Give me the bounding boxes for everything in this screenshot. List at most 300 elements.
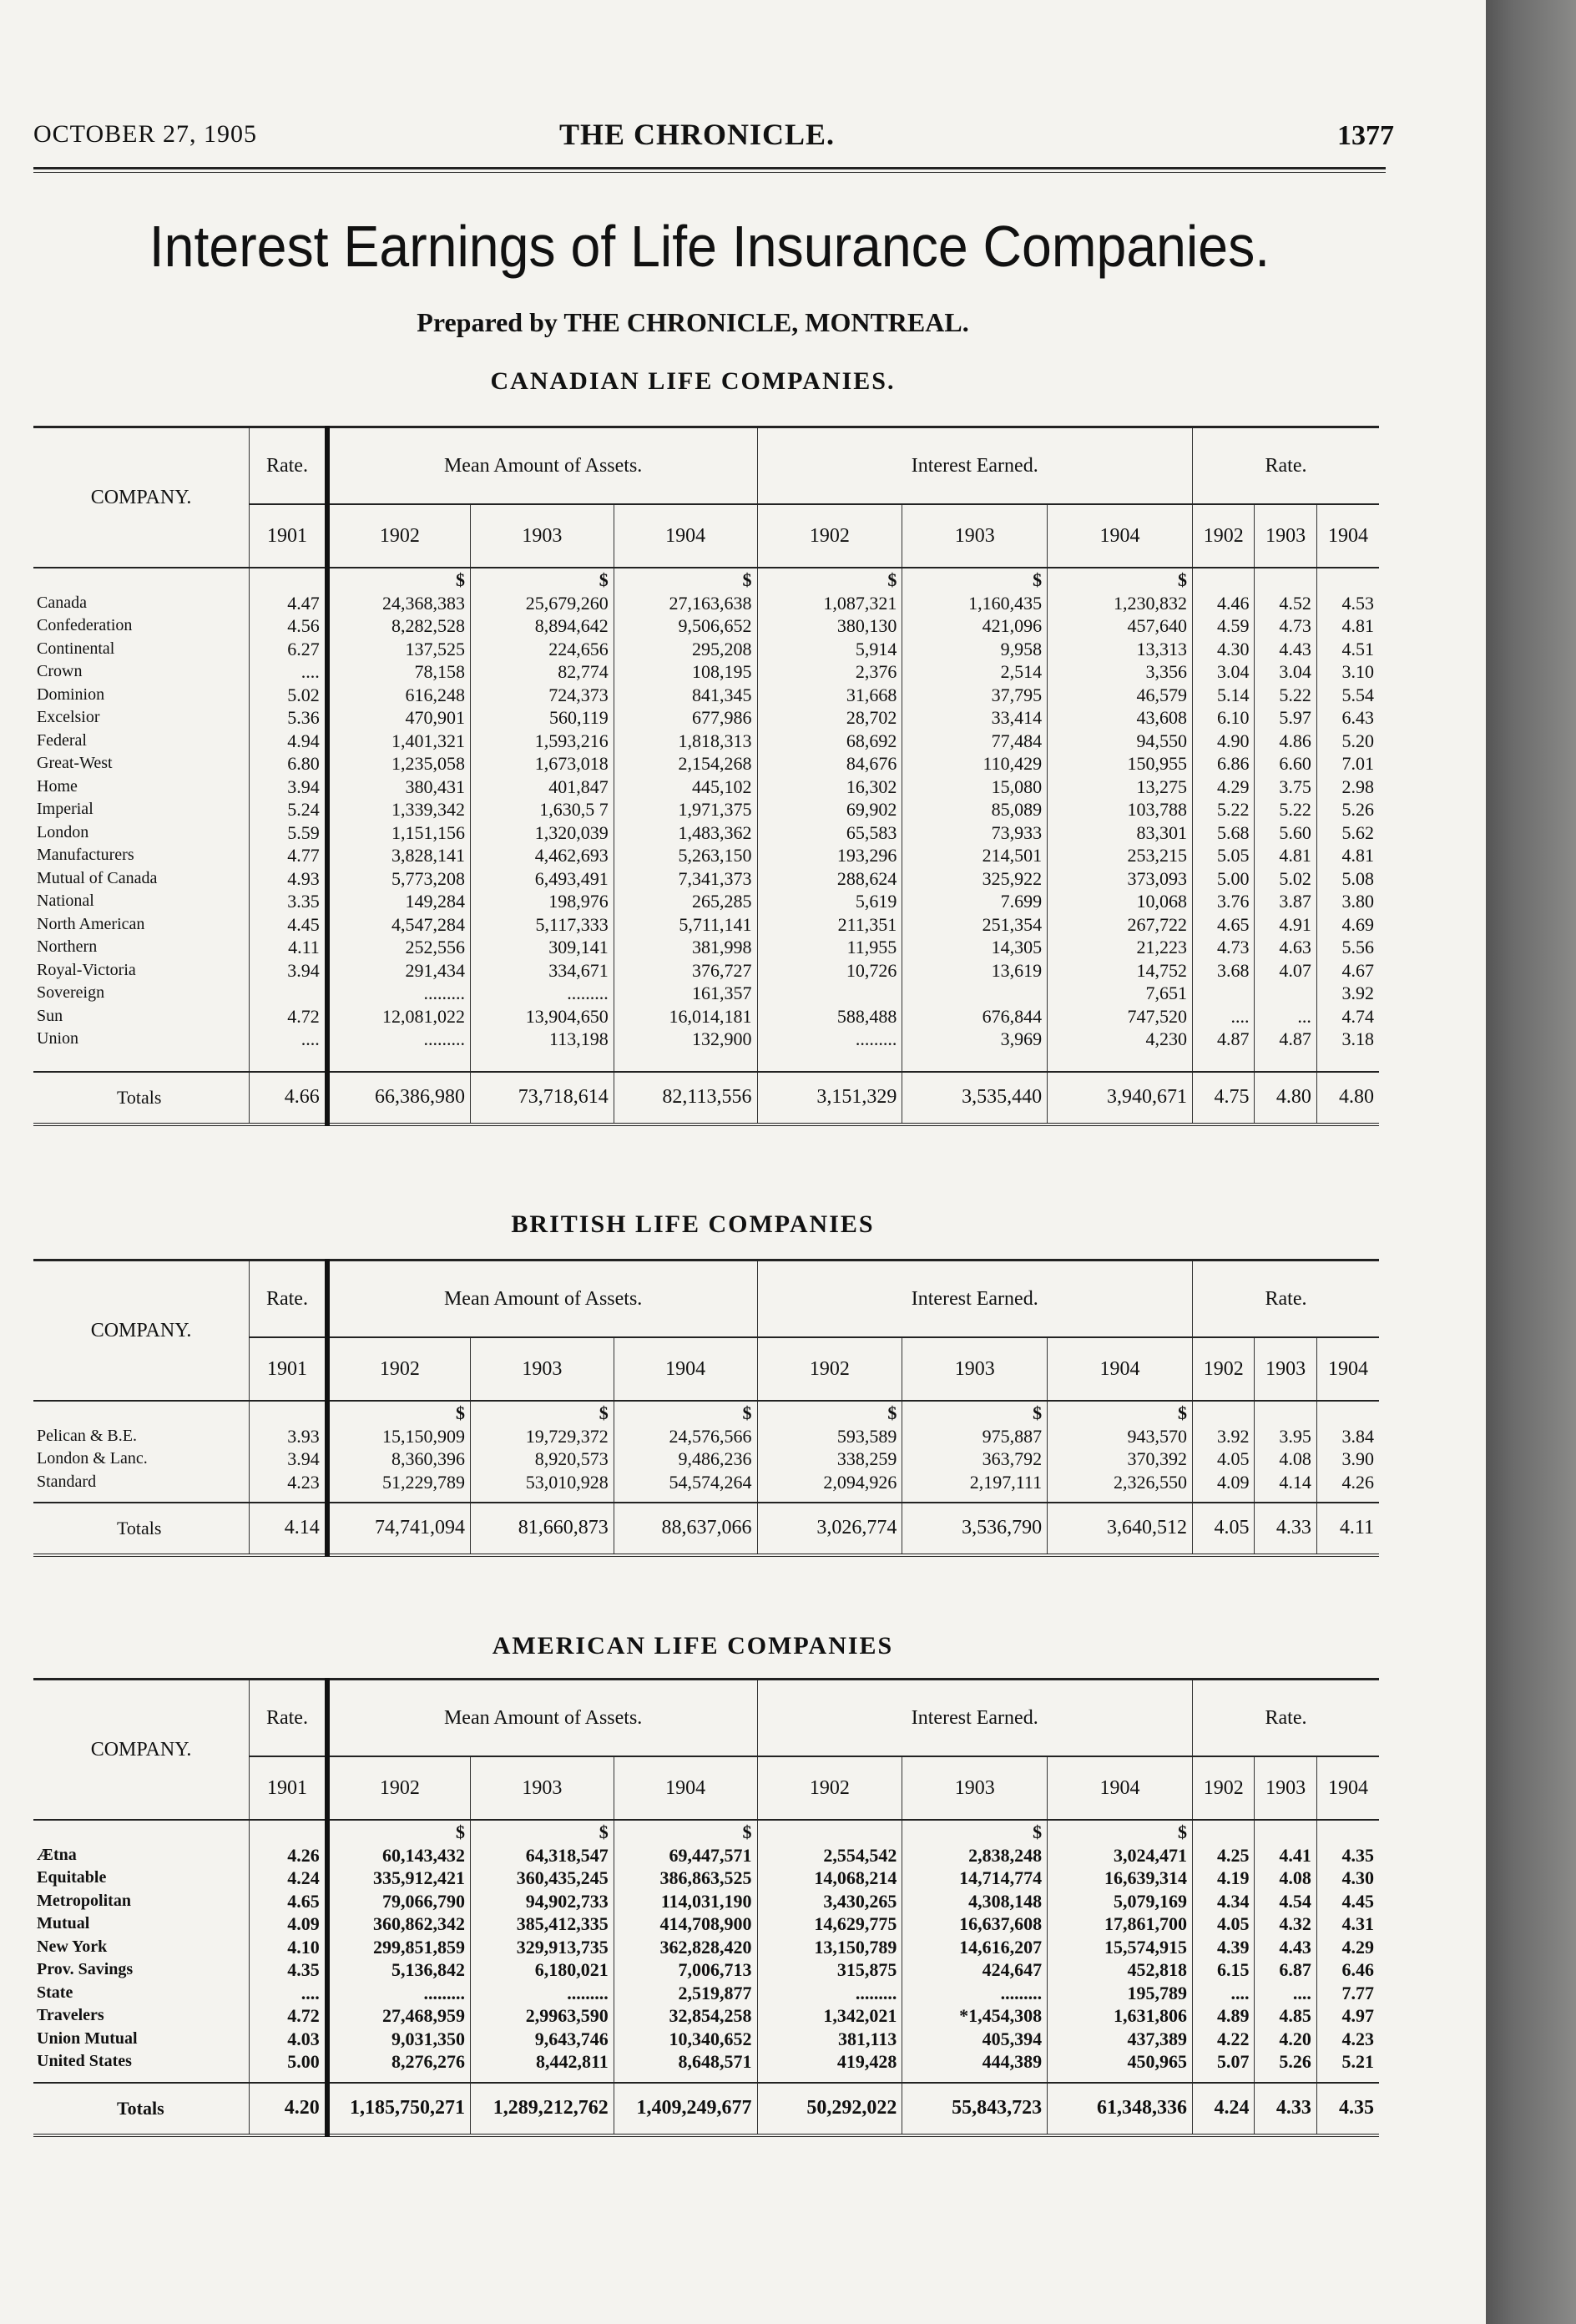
cell-rate1901: 4.03 [250, 2028, 327, 2051]
cell-ie1904: 370,392 [1048, 1447, 1193, 1471]
interest-1904-header: 1904 [1048, 504, 1193, 568]
canadian-companies-table [33, 426, 1379, 1126]
cell-ie1903: 77,484 [902, 730, 1048, 753]
total-r1902: 4.05 [1192, 1503, 1254, 1555]
table-row [33, 592, 1379, 615]
cell-ie1903: 251,354 [902, 913, 1048, 937]
table-row [33, 936, 1379, 959]
cell-r1904: 3.92 [1316, 982, 1379, 1005]
cell-ma1904: 2,519,877 [614, 1982, 757, 2005]
totals-row [33, 1503, 1379, 1555]
spacer-cell [1316, 568, 1379, 592]
cell-r1902: 4.22 [1192, 2028, 1254, 2051]
cell-ie1904: 43,608 [1048, 706, 1193, 730]
assets-1904-header: 1904 [614, 504, 757, 568]
cell-r1904: 3.84 [1316, 1425, 1379, 1448]
cell-ie1903: 3,969 [902, 1028, 1048, 1051]
cell-ma1902: 1,151,156 [327, 821, 471, 845]
spacer-cell [1316, 1401, 1379, 1425]
cell-rate1901: 4.24 [250, 1867, 327, 1890]
cell-r1904: 4.29 [1316, 1936, 1379, 1959]
spacer-cell [1048, 1051, 1193, 1072]
cell-r1904: 4.26 [1316, 1471, 1379, 1494]
table-row [33, 890, 1379, 913]
cell-ie1902: 211,351 [757, 913, 902, 937]
rate-1902-header: 1902 [1192, 1337, 1254, 1401]
cell-r1902: 3.92 [1192, 1425, 1254, 1448]
cell-ie1903: 2,514 [902, 660, 1048, 684]
table-row [33, 821, 1379, 845]
cell-rate1901: .... [250, 1982, 327, 2005]
cell-ie1903: 363,792 [902, 1447, 1048, 1471]
total-r1904: 4.80 [1316, 1072, 1379, 1124]
total-r1902: 4.75 [1192, 1072, 1254, 1124]
spacer-cell [1255, 2074, 1316, 2083]
cell-rate1901: 5.59 [250, 821, 327, 845]
cell-r1902: 6.15 [1192, 1958, 1254, 1982]
cell-ie1904: 10,068 [1048, 890, 1193, 913]
dollar-sign: $ [902, 568, 1048, 592]
cell-ma1903: 19,729,372 [471, 1425, 614, 1448]
total-ma1902: 66,386,980 [327, 1072, 471, 1124]
spacer-cell [327, 1051, 471, 1072]
total-ma1902: 1,185,750,271 [327, 2083, 471, 2135]
cell-r1903: 6.87 [1255, 1958, 1316, 1982]
rate-1904-header: 1904 [1316, 1337, 1379, 1401]
cell-rate1901: 4.23 [250, 1471, 327, 1494]
spacer-cell [757, 1820, 902, 1844]
total-ie1903: 55,843,723 [902, 2083, 1048, 2135]
total-rate1901: 4.20 [250, 2083, 327, 2135]
cell-ma1902: 360,862,342 [327, 1912, 471, 1936]
cell-r1904: 3.10 [1316, 660, 1379, 684]
cell-ie1904: 13,313 [1048, 638, 1193, 661]
total-ma1903: 81,660,873 [471, 1503, 614, 1555]
cell-ma1904: 2,154,268 [614, 752, 757, 776]
cell-r1902: 6.10 [1192, 706, 1254, 730]
rate-header: Rate. [1192, 427, 1379, 505]
table-row [33, 706, 1379, 730]
cell-ma1904: 1,483,362 [614, 821, 757, 845]
cell-ie1903: 4,308,148 [902, 1890, 1048, 1913]
cell-ie1903: 405,394 [902, 2028, 1048, 2051]
spacer-cell [33, 1493, 250, 1503]
year-1901-header: 1901 [250, 1756, 327, 1820]
american-section-title: AMERICAN LIFE COMPANIES [492, 1632, 894, 1660]
cell-ie1904: 450,965 [1048, 2050, 1193, 2074]
cell-ma1902: 12,081,022 [327, 1005, 471, 1028]
company-name: Confederation [37, 616, 133, 634]
spacer-cell [902, 1051, 1048, 1072]
total-r1903: 4.33 [1255, 1503, 1316, 1555]
spacer-cell [250, 1401, 327, 1425]
cell-ie1904: 267,722 [1048, 913, 1193, 937]
table-row [33, 660, 1379, 684]
cell-r1902: 4.46 [1192, 592, 1254, 615]
cell-r1902: 4.25 [1192, 1844, 1254, 1867]
cell-r1902: 4.05 [1192, 1912, 1254, 1936]
company-name: Royal-Victoria [37, 960, 136, 979]
cell-r1903: 3.95 [1255, 1425, 1316, 1448]
cell-ie1902: 5,619 [757, 890, 902, 913]
cell-r1904: 3.18 [1316, 1028, 1379, 1051]
cell-r1903: 4.91 [1255, 913, 1316, 937]
cell-ie1904: 150,955 [1048, 752, 1193, 776]
assets-1904-header: 1904 [614, 1337, 757, 1401]
totals-label: Totals [33, 1072, 250, 1124]
spacer-cell [902, 2074, 1048, 2083]
cell-r1903: 4.81 [1255, 844, 1316, 867]
cell-r1904: 4.69 [1316, 913, 1379, 937]
cell-ie1904: 2,326,550 [1048, 1471, 1193, 1494]
cell-r1903: 4.52 [1255, 592, 1316, 615]
dollar-sign: $ [327, 1401, 471, 1425]
article-subtitle: Prepared by THE CHRONICLE, MONTREAL. [417, 307, 969, 337]
spacer-cell [1255, 1820, 1316, 1844]
cell-r1904: 5.54 [1316, 684, 1379, 707]
cell-ie1903: 421,096 [902, 614, 1048, 638]
interest-1902-header: 1902 [757, 504, 902, 568]
company-column-header: COMPANY. [33, 1680, 250, 1821]
spacer-cell [1255, 1493, 1316, 1503]
cell-rate1901: .... [250, 1028, 327, 1051]
running-head [33, 117, 1394, 160]
spacer-cell [250, 1820, 327, 1844]
american-table-body [33, 1820, 1379, 2135]
cell-ma1902: 15,150,909 [327, 1425, 471, 1448]
cell-ie1902: 593,589 [757, 1425, 902, 1448]
table-row [33, 798, 1379, 821]
cell-ie1904: 94,550 [1048, 730, 1193, 753]
cell-ie1904: 17,861,700 [1048, 1912, 1193, 1936]
totals-row [33, 1072, 1379, 1124]
dollar-sign: $ [614, 568, 757, 592]
spacer-cell [757, 1493, 902, 1503]
cell-ma1902: 3,828,141 [327, 844, 471, 867]
interest-1903-header: 1903 [902, 1756, 1048, 1820]
company-name: Crown [37, 662, 83, 680]
cell-ie1903: 1,160,435 [902, 592, 1048, 615]
spacer-cell [471, 2074, 614, 2083]
dollar-sign: $ [471, 1820, 614, 1844]
cell-rate1901: 5.02 [250, 684, 327, 707]
cell-ma1902: 79,066,790 [327, 1890, 471, 1913]
cell-ie1904: 13,275 [1048, 776, 1193, 799]
cell-ma1902: ......... [327, 982, 471, 1005]
cell-r1903: 3.75 [1255, 776, 1316, 799]
cell-rate1901: 4.26 [250, 1844, 327, 1867]
rate-1904-header: 1904 [1316, 504, 1379, 568]
cell-r1902: 6.86 [1192, 752, 1254, 776]
cell-ma1904: 161,357 [614, 982, 757, 1005]
total-ie1903: 3,536,790 [902, 1503, 1048, 1555]
company-name: New York [37, 1937, 108, 1956]
assets-1902-header: 1902 [327, 1337, 471, 1401]
cell-ma1903: 8,920,573 [471, 1447, 614, 1471]
cell-r1903: 5.60 [1255, 821, 1316, 845]
dollar-sign: $ [902, 1820, 1048, 1844]
rate-header: Rate. [1192, 1261, 1379, 1338]
cell-ie1902: 13,150,789 [757, 1936, 902, 1959]
spacer-cell [1316, 1051, 1379, 1072]
company-name: United States [37, 2052, 132, 2070]
cell-ie1902: 288,624 [757, 867, 902, 891]
cell-r1904: 4.31 [1316, 1912, 1379, 1936]
rate-1901-header: Rate. [250, 1261, 327, 1338]
cell-ma1903: 5,117,333 [471, 913, 614, 937]
cell-ma1902: ......... [327, 1982, 471, 2005]
spacer-cell [757, 2074, 902, 2083]
cell-r1903: 4.14 [1255, 1471, 1316, 1494]
cell-ma1904: 27,163,638 [614, 592, 757, 615]
total-ma1904: 1,409,249,677 [614, 2083, 757, 2135]
cell-ie1902: 14,068,214 [757, 1867, 902, 1890]
cell-ma1903: 560,119 [471, 706, 614, 730]
cell-r1902: 4.05 [1192, 1447, 1254, 1471]
cell-ma1904: 445,102 [614, 776, 757, 799]
table-row [33, 1425, 1379, 1448]
table-row [33, 1844, 1379, 1867]
cell-rate1901: 3.93 [250, 1425, 327, 1448]
cell-r1902: 4.59 [1192, 614, 1254, 638]
company-name: National [37, 892, 94, 910]
cell-ma1903: 360,435,245 [471, 1867, 614, 1890]
cell-rate1901: 6.80 [250, 752, 327, 776]
spacer-cell [33, 568, 250, 592]
assets-1903-header: 1903 [471, 1756, 614, 1820]
cell-ma1904: 677,986 [614, 706, 757, 730]
dollar-sign: $ [471, 568, 614, 592]
table-row [33, 1958, 1379, 1982]
cell-r1904: 6.46 [1316, 1958, 1379, 1982]
cell-ma1904: 381,998 [614, 936, 757, 959]
interest-1903-header: 1903 [902, 504, 1048, 568]
total-ie1904: 61,348,336 [1048, 2083, 1193, 2135]
company-name: Ætna [37, 1845, 77, 1864]
cell-ie1903: 73,933 [902, 821, 1048, 845]
spacer-cell [1192, 1051, 1254, 1072]
cell-ie1902: ......... [757, 1028, 902, 1051]
cell-ma1902: 9,031,350 [327, 2028, 471, 2051]
cell-ma1903: 329,913,735 [471, 1936, 614, 1959]
assets-1904-header: 1904 [614, 1756, 757, 1820]
company-name: State [37, 1983, 73, 2002]
spacer-cell [471, 1051, 614, 1072]
cell-ma1903: 1,593,216 [471, 730, 614, 753]
company-name: North American [37, 914, 145, 933]
cell-ma1903: 8,894,642 [471, 614, 614, 638]
cell-ie1904: 46,579 [1048, 684, 1193, 707]
cell-r1903: 4.32 [1255, 1912, 1316, 1936]
cell-ma1904: 5,711,141 [614, 913, 757, 937]
total-rate1901: 4.14 [250, 1503, 327, 1555]
cell-ma1904: 5,263,150 [614, 844, 757, 867]
cell-r1903: 5.22 [1255, 684, 1316, 707]
cell-r1902: 3.76 [1192, 890, 1254, 913]
cell-r1902: 4.89 [1192, 2004, 1254, 2028]
spacer-cell [33, 1051, 250, 1072]
cell-ie1902: 193,296 [757, 844, 902, 867]
company-name: Standard [37, 1472, 97, 1491]
table-row [33, 684, 1379, 707]
cell-ie1903: 325,922 [902, 867, 1048, 891]
cell-r1903: 4.07 [1255, 959, 1316, 983]
total-ie1902: 3,151,329 [757, 1072, 902, 1124]
cell-ma1904: 386,863,525 [614, 1867, 757, 1890]
cell-r1902: 5.07 [1192, 2050, 1254, 2074]
cell-ie1903: 2,197,111 [902, 1471, 1048, 1494]
cell-ie1903 [902, 982, 1048, 1005]
table-row [33, 1005, 1379, 1028]
cell-ie1903: 975,887 [902, 1425, 1048, 1448]
cell-ie1902: 2,094,926 [757, 1471, 902, 1494]
cell-r1904: 7.01 [1316, 752, 1379, 776]
cell-ie1902: 11,955 [757, 936, 902, 959]
cell-ma1903: 334,671 [471, 959, 614, 983]
cell-ie1904: 452,818 [1048, 1958, 1193, 1982]
total-r1903: 4.33 [1255, 2083, 1316, 2135]
cell-ie1902: 16,302 [757, 776, 902, 799]
cell-r1904: 3.80 [1316, 890, 1379, 913]
cell-ie1903: 424,647 [902, 1958, 1048, 1982]
totals-row [33, 2083, 1379, 2135]
table-row [33, 1912, 1379, 1936]
table-row [33, 1867, 1379, 1890]
cell-ma1902: 291,434 [327, 959, 471, 983]
dollar-sign: $ [902, 1401, 1048, 1425]
spacer-cell [33, 2074, 250, 2083]
cell-ma1903: 64,318,547 [471, 1844, 614, 1867]
cell-ma1903: 385,412,335 [471, 1912, 614, 1936]
cell-r1902: 3.68 [1192, 959, 1254, 983]
dollar-sign: $ [757, 1401, 902, 1425]
cell-rate1901: 5.24 [250, 798, 327, 821]
cell-r1903: 4.08 [1255, 1867, 1316, 1890]
cell-ie1903: 13,619 [902, 959, 1048, 983]
cell-ie1903: 110,429 [902, 752, 1048, 776]
cell-ie1903: 14,305 [902, 936, 1048, 959]
interest-1904-header: 1904 [1048, 1756, 1193, 1820]
cell-ma1904: 414,708,900 [614, 1912, 757, 1936]
cell-r1904: 4.97 [1316, 2004, 1379, 2028]
cell-r1903: 4.85 [1255, 2004, 1316, 2028]
cell-ma1902: 60,143,432 [327, 1844, 471, 1867]
canadian-section-title: CANADIAN LIFE COMPANIES. [490, 367, 896, 395]
spacer-cell [33, 1401, 250, 1425]
spacer-cell [250, 1493, 327, 1503]
cell-ma1902: 137,525 [327, 638, 471, 661]
spacer-row [33, 2074, 1379, 2083]
cell-ie1902: ......... [757, 1982, 902, 2005]
cell-r1902: .... [1192, 1982, 1254, 2005]
cell-r1903: 6.60 [1255, 752, 1316, 776]
company-name: Equitable [37, 1868, 107, 1887]
cell-ma1902: 8,276,276 [327, 2050, 471, 2074]
cell-ma1903: 113,198 [471, 1028, 614, 1051]
spacer-cell [327, 2074, 471, 2083]
mean-assets-header: Mean Amount of Assets. [327, 427, 757, 505]
cell-r1903: 5.97 [1255, 706, 1316, 730]
cell-ma1904: 376,727 [614, 959, 757, 983]
table-row [33, 1890, 1379, 1913]
cell-ie1903: *1,454,308 [902, 2004, 1048, 2028]
cell-ie1904: 457,640 [1048, 614, 1193, 638]
total-ie1902: 50,292,022 [757, 2083, 902, 2135]
interest-1902-header: 1902 [757, 1337, 902, 1401]
table-row [33, 1471, 1379, 1494]
cell-ma1904: 24,576,566 [614, 1425, 757, 1448]
total-ie1903: 3,535,440 [902, 1072, 1048, 1124]
company-name: Mutual [37, 1914, 90, 1932]
cell-r1903: 4.43 [1255, 638, 1316, 661]
cell-r1902: 5.00 [1192, 867, 1254, 891]
cell-ie1902: 380,130 [757, 614, 902, 638]
cell-ie1902: 1,087,321 [757, 592, 902, 615]
company-name: Canada [37, 593, 87, 612]
spacer-cell [327, 1493, 471, 1503]
spacer-cell [1316, 2074, 1379, 2083]
cell-ma1903: 2,9963,590 [471, 2004, 614, 2028]
cell-ma1904: 132,900 [614, 1028, 757, 1051]
cell-ma1903: ......... [471, 982, 614, 1005]
spacer-cell [902, 1493, 1048, 1503]
cell-r1904: 4.30 [1316, 1867, 1379, 1890]
cell-r1903: 3.04 [1255, 660, 1316, 684]
spacer-cell [1192, 2074, 1254, 2083]
cell-ie1902: 419,428 [757, 2050, 902, 2074]
cell-rate1901: 4.09 [250, 1912, 327, 1936]
cell-ma1902: 27,468,959 [327, 2004, 471, 2028]
dollar-sign: $ [327, 1820, 471, 1844]
cell-r1902: 4.29 [1192, 776, 1254, 799]
company-name: Mutual of Canada [37, 868, 158, 887]
cell-ma1904: 362,828,420 [614, 1936, 757, 1959]
cell-ma1903: 1,320,039 [471, 821, 614, 845]
spacer-cell [471, 1493, 614, 1503]
company-name: Metropolitan [37, 1891, 131, 1910]
company-name: Federal [37, 730, 87, 750]
cell-r1904: 5.08 [1316, 867, 1379, 891]
total-ie1904: 3,940,671 [1048, 1072, 1193, 1124]
cell-r1903: 4.54 [1255, 1890, 1316, 1913]
company-name: Manufacturers [37, 846, 134, 864]
cell-rate1901: 4.47 [250, 592, 327, 615]
table-row [33, 638, 1379, 661]
cell-rate1901: 3.94 [250, 776, 327, 799]
spacer-cell [33, 1820, 250, 1844]
cell-r1903: 4.87 [1255, 1028, 1316, 1051]
cell-ma1904: 54,574,264 [614, 1471, 757, 1494]
cell-r1902: 3.04 [1192, 660, 1254, 684]
assets-1902-header: 1902 [327, 504, 471, 568]
table-row [33, 913, 1379, 937]
cell-ie1902: 2,376 [757, 660, 902, 684]
cell-r1904: 4.53 [1316, 592, 1379, 615]
company-name: Dominion [37, 685, 105, 704]
cell-r1903: .... [1255, 1982, 1316, 2005]
cell-rate1901: 4.11 [250, 936, 327, 959]
cell-ma1903: 9,643,746 [471, 2028, 614, 2051]
spacer-cell [250, 2074, 327, 2083]
cell-ie1902: 69,902 [757, 798, 902, 821]
assets-1903-header: 1903 [471, 504, 614, 568]
cell-ie1903: ......... [902, 1982, 1048, 2005]
company-name: Northern [37, 937, 98, 956]
company-name: Sun [37, 1006, 63, 1025]
british-section-title: BRITISH LIFE COMPANIES [511, 1210, 875, 1238]
cell-r1903: 4.41 [1255, 1844, 1316, 1867]
cell-ie1904: 7,651 [1048, 982, 1193, 1005]
